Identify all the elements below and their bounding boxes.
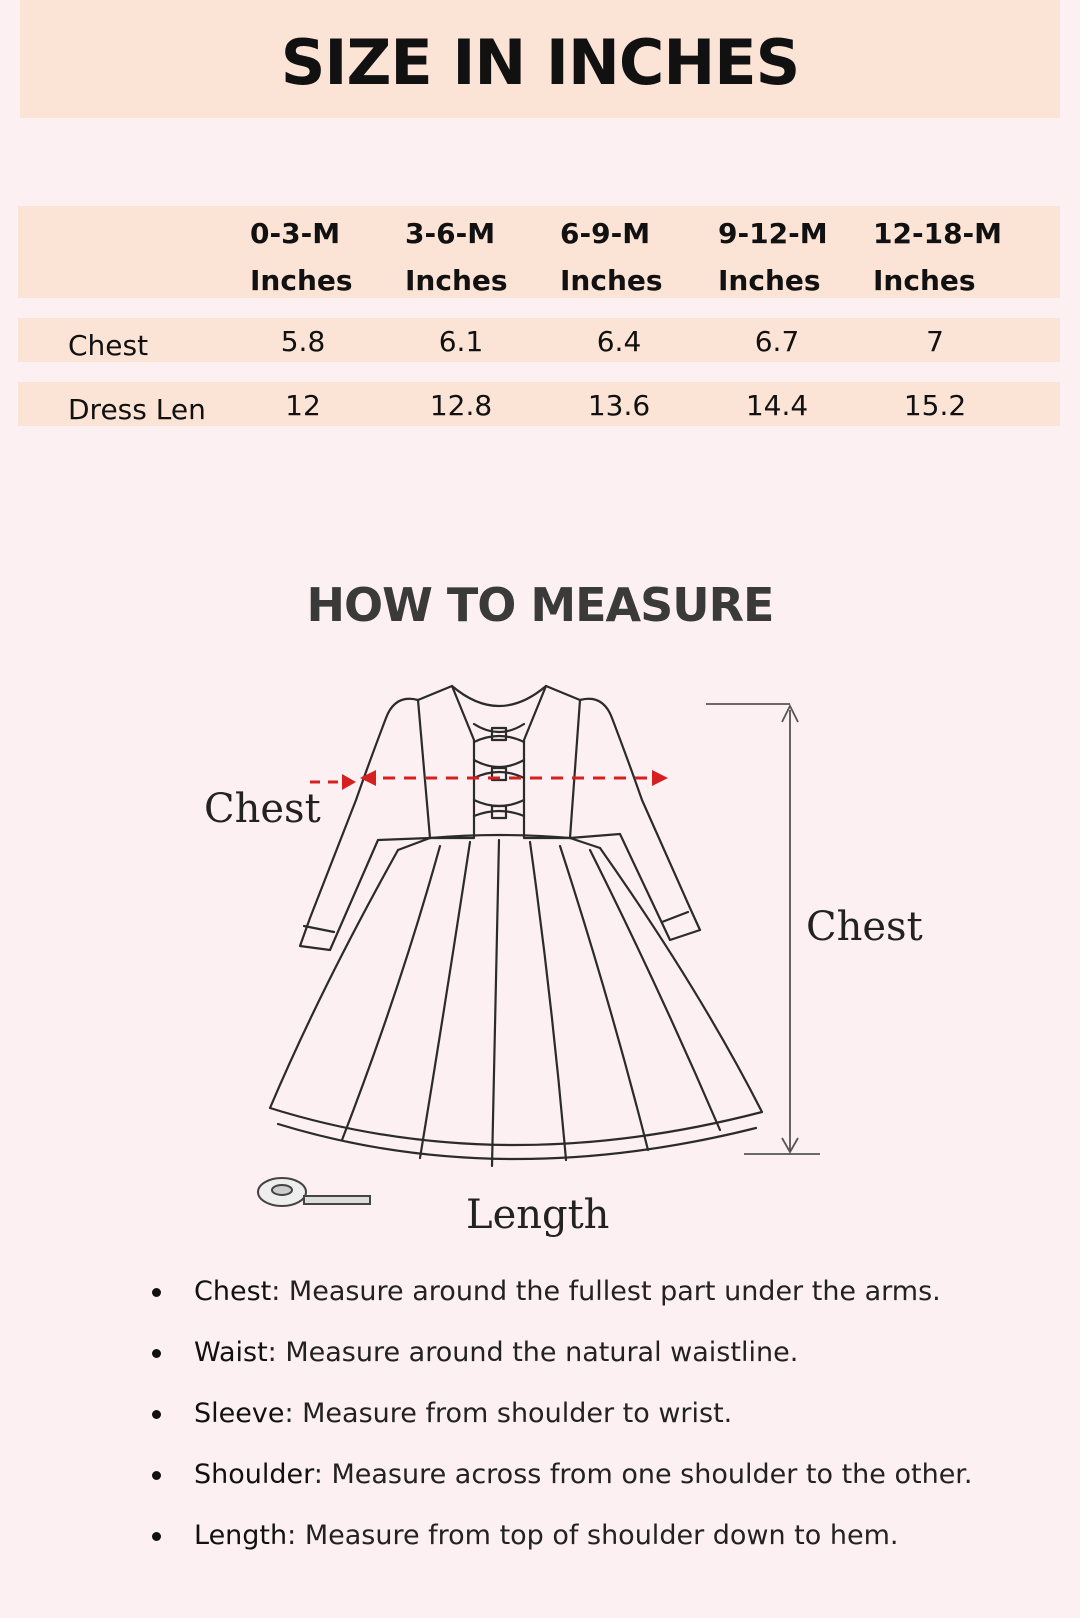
- unit-label: Inches: [873, 264, 976, 297]
- list-item: [148, 1274, 1048, 1335]
- dress-cuff-left: [304, 926, 334, 932]
- guide-text: : Measure around the natural waistline.: [267, 1337, 799, 1368]
- size-label: 12-18-M: [873, 217, 1003, 250]
- guide-term: Length: [194, 1520, 288, 1551]
- length-arrow: [706, 704, 820, 1154]
- guide-text: : Measure from shoulder to wrist.: [284, 1398, 733, 1429]
- dress-bodice: [524, 686, 580, 838]
- dress-skirt: [270, 848, 762, 1145]
- dress-skirt-fold: [342, 840, 720, 1166]
- size-label: 0-3-M: [250, 217, 341, 250]
- table-header-cell: [250, 210, 390, 304]
- size-table: [18, 206, 1060, 426]
- table-cell: 12.8: [429, 389, 493, 422]
- dress-sleeve-right: [570, 699, 700, 940]
- dress-neckline: [452, 686, 546, 706]
- table-header-cell: [718, 210, 858, 304]
- bullet-icon: [152, 1410, 161, 1419]
- list-item: [148, 1396, 1048, 1457]
- bullet-icon: [152, 1288, 161, 1297]
- unit-label: Inches: [250, 264, 353, 297]
- table-header-row: [18, 206, 1060, 298]
- table-cell: 7: [926, 325, 944, 358]
- unit-label: Inches: [718, 264, 821, 297]
- tape-measure-icon: [258, 1178, 370, 1206]
- dress-diagram: [190, 680, 950, 1240]
- table-header-cell: [560, 210, 700, 304]
- size-label: 6-9-M: [560, 217, 651, 250]
- table-cell: 14.4: [745, 389, 809, 422]
- guide-text: : Measure around the fullest part under the arms.: [271, 1276, 941, 1307]
- table-cell: 12: [285, 389, 321, 422]
- guide-text: : Measure from top of shoulder down to hem.: [287, 1520, 899, 1551]
- section-title: HOW TO MEASURE: [306, 578, 774, 632]
- bullet-icon: [152, 1471, 161, 1480]
- table-cell: 6.1: [438, 325, 484, 358]
- row-label: Chest: [68, 329, 149, 362]
- length-label: Length: [466, 1192, 610, 1238]
- size-label: 3-6-M: [405, 217, 496, 250]
- list-item: [148, 1335, 1048, 1396]
- unit-label: Inches: [405, 264, 508, 297]
- unit-label: Inches: [560, 264, 663, 297]
- list-item: [148, 1518, 1048, 1579]
- dress-cuff-right: [662, 912, 688, 922]
- chest-label-left: Chest: [204, 786, 321, 832]
- table-cell: 5.8: [280, 325, 326, 358]
- table-cell: 6.7: [754, 325, 800, 358]
- list-item: [148, 1457, 1048, 1518]
- bullet-icon: [152, 1349, 161, 1358]
- measure-guide-list: [148, 1274, 1048, 1579]
- size-label: 9-12-M: [718, 217, 828, 250]
- table-header-cell: [873, 210, 1013, 304]
- row-label: Dress Len: [68, 393, 206, 426]
- title-band: [20, 0, 1060, 118]
- guide-term: Shoulder: [194, 1459, 314, 1490]
- guide-text: : Measure across from one shoulder to the other.: [313, 1459, 973, 1490]
- dress-bow-knot: [492, 728, 506, 740]
- guide-term: Sleeve: [194, 1398, 285, 1429]
- dress-bow: [474, 724, 524, 816]
- dress-bodice: [418, 686, 474, 838]
- guide-term: Waist: [194, 1337, 268, 1368]
- table-cell: 15.2: [903, 389, 967, 422]
- guide-term: Chest: [194, 1276, 272, 1307]
- table-cell: 13.6: [587, 389, 651, 422]
- table-cell: 6.4: [596, 325, 642, 358]
- chest-label-right: Chest: [806, 904, 923, 950]
- bullet-icon: [152, 1532, 161, 1541]
- table-row-dress-len: [18, 382, 1060, 426]
- table-row-chest: [18, 318, 1060, 362]
- page-title: SIZE IN INCHES: [280, 26, 800, 99]
- table-header-cell: [405, 210, 545, 304]
